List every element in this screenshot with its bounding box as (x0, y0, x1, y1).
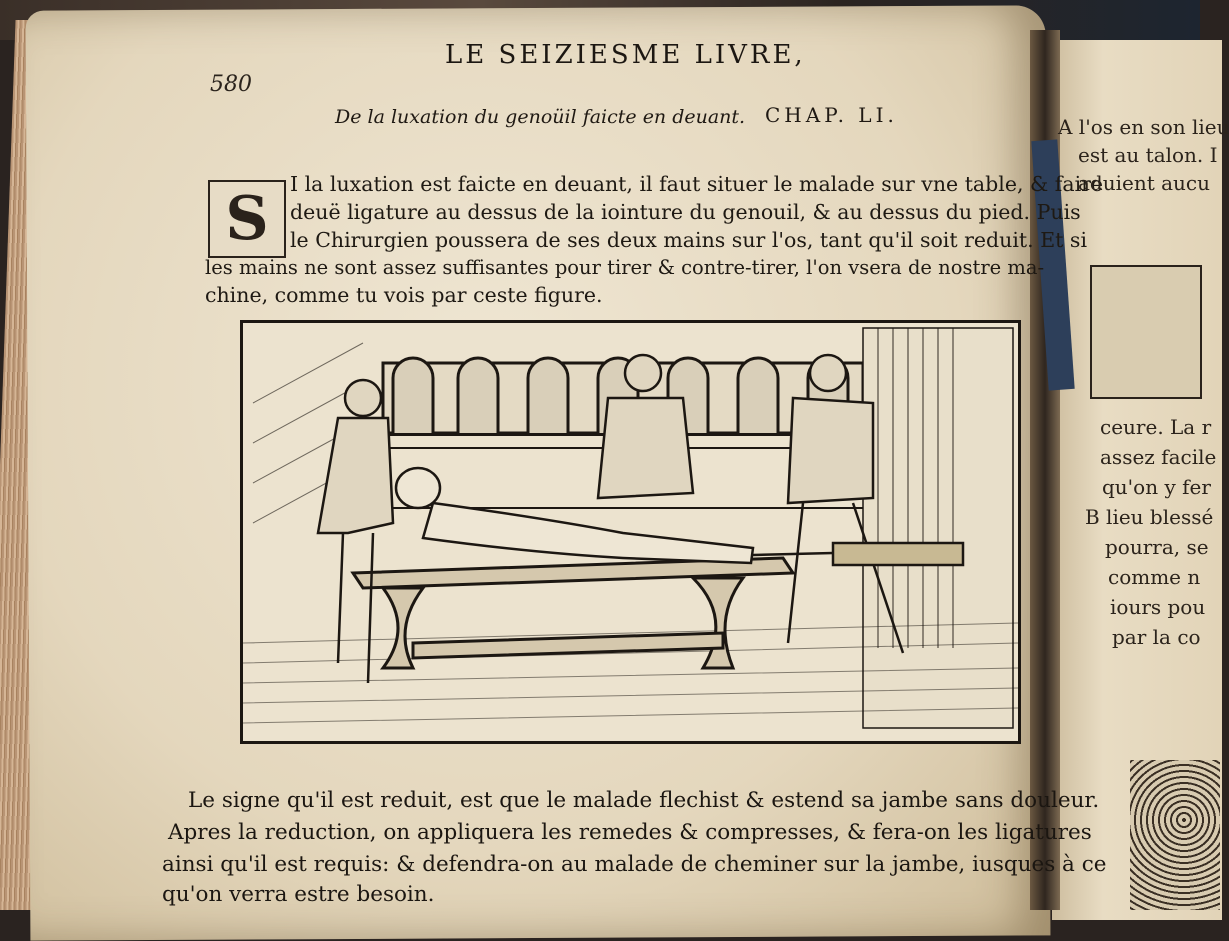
right-page-line: aduient aucu (1078, 171, 1211, 195)
right-page-decorated-initial (1090, 265, 1202, 399)
body-line: Apres la reduction, on appliquera les remedes & compresses, & fera-on les ligatures (168, 820, 1092, 845)
intro-line: I la luxation est faicte en deuant, il faut situer le malade sur vne table, & faire (290, 172, 1104, 196)
right-page-line: B lieu blessé (1085, 505, 1214, 529)
right-page-line: ceure. La r (1100, 415, 1212, 439)
intro-line: chine, comme tu vois par ceste figure. (205, 283, 603, 307)
right-page-line: pourra, se (1105, 535, 1209, 559)
intro-line: deuë ligature au dessus de la iointure du genouil, & au dessus du pied. Puis (290, 200, 1081, 224)
right-page-line: comme n (1108, 565, 1201, 589)
right-page-line: A l'os en son lieu (1058, 115, 1229, 139)
right-page-line: est au talon. I (1078, 143, 1218, 167)
decorated-initial (208, 180, 286, 258)
woodcut-drawing (243, 323, 1018, 741)
body-line: ainsi qu'il est requis: & defendra-on au malade de cheminer sur la jambe, iusques à ce (162, 852, 1107, 877)
body-line: qu'on verra estre besoin. (162, 882, 435, 907)
chapter-label: CHAP. LI. (765, 103, 898, 127)
chapter-title: De la luxation du genoüil faicte en deuant. (335, 106, 746, 128)
intro-line: le Chirurgien poussera de ses deux mains sur l'os, tant qu'il soit reduit. Et si (290, 228, 1087, 252)
dropcap-letter: S (225, 184, 269, 254)
right-page-line: assez facile (1100, 445, 1217, 469)
right-page-ornament (1130, 760, 1220, 910)
running-header: LE SEIZIESME LIVRE, (445, 40, 806, 70)
body-line: Le signe qu'il est reduit, est que le malade flechist & estend sa jambe sans douleur. (188, 788, 1100, 813)
intro-line: les mains ne sont assez suffisantes pour tirer & contre-tirer, l'on vsera de nostre ma- (205, 256, 1045, 279)
page-number: 580 (210, 72, 252, 97)
right-page-line: iours pou (1110, 595, 1206, 619)
woodcut-illustration (240, 320, 1021, 744)
right-page-line: qu'on y fer (1102, 475, 1211, 499)
right-page-line: par la co (1112, 625, 1201, 649)
